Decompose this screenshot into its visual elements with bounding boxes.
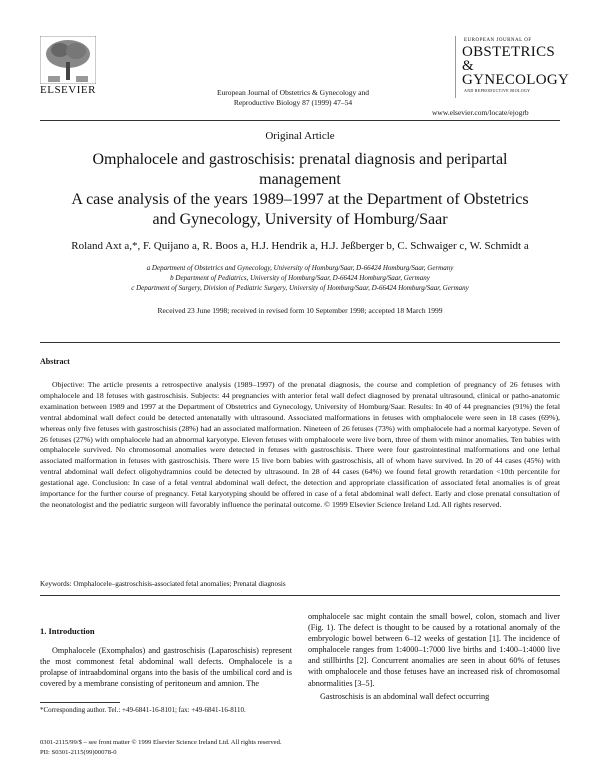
title-line1: Omphalocele and gastroschisis: prenatal diagnosis and peripartal [92, 151, 508, 168]
brand-title-line2: GYNECOLOGY [462, 72, 570, 88]
right-column-paragraph1: omphalocele sac might contain the small bowel, colon, stomach and liver (Fig. 1). The defect is thought to be caused by a rotational anomaly of the embryologic bowel between 6–12 weeks of gestation [1]. The incidence of omphalocele ranges from 1:4000–1:7000 live births and 1:400–1:4000 live and stillbirths [2]. Concurrent anomalies are seen in about 60% of fetuses with omphalocele and those fetuses have an increased risk of chromosomal abnormalities [3–5]. [308, 612, 560, 688]
elsevier-tree-logo [40, 36, 96, 84]
affiliation-b: b Department of Pediatrics, University of Homburg/Saar, D-66424 Homburg/Saar, Germany [170, 274, 430, 282]
brand-title [462, 45, 569, 87]
right-column [308, 611, 560, 702]
issn-line1: 0301-2115/99/$ – see front matter © 1999 Elsevier Science Ireland Ltd. All rights reserved. [40, 739, 282, 746]
journal-ref-line2: Reproductive Biology 87 (1999) 47–54 [233, 98, 353, 107]
journal-reference [178, 88, 408, 108]
affiliation-c: c Department of Surgery, Division of Pediatric Surgery, University of Homburg/Saar, D-66424 Homburg/Saar, Germany [131, 284, 469, 292]
issn-line2: PII: S0301-2115(99)00078-0 [40, 748, 117, 756]
left-column-paragraph: Omphalocele (Exomphalos) and gastroschisis (Laparoschisis) represent the most commonest fetal abdominal wall defects. Omphalocele is a prolapse of intraabdominal organs into the basis of the umbilical cord and is covered by a membrane consisting of peritoneum and amnion. The [40, 646, 292, 689]
keywords-divider [40, 595, 560, 596]
journal-ref-line1: European Journal of Obstetrics & Gynecology and [216, 88, 370, 97]
received-dates: Received 23 June 1998; received in revised form 10 September 1998; accepted 18 March 1999 [157, 306, 443, 315]
section-heading-introduction: 1. Introduction [40, 626, 95, 636]
header-divider [40, 120, 560, 121]
title-line3: A case analysis of the years 1989–1997 at the Department of Obstetrics [71, 191, 529, 208]
brand-tiny-text: AND REPRODUCTIVE BIOLOGY [464, 88, 531, 93]
article-title [50, 150, 550, 230]
abstract-heading: Abstract [40, 357, 70, 366]
journal-brand-logo [455, 36, 570, 98]
title-line2: management [259, 171, 341, 188]
brand-title-line1: OBSTETRICS & [462, 44, 556, 74]
title-line4: and Gynecology, University of Homburg/Saar [152, 211, 448, 228]
author-list: Roland Axt a,*, F. Quijano a, R. Boos a, H.J. Hendrik a, H.J. Jeßberger b, C. Schwaiger c, W. Schmidt a [71, 240, 529, 252]
footnote-divider [40, 702, 120, 703]
issn-copyright [40, 738, 560, 757]
affiliations [60, 263, 540, 293]
article-type: Original Article [265, 130, 335, 142]
abstract-divider [40, 342, 560, 343]
journal-url[interactable]: www.elsevier.com/locate/ejogrb [432, 108, 529, 117]
publisher-name: ELSEVIER [40, 84, 96, 96]
affiliation-a: a Department of Obstetrics and Gynecology, University of Homburg/Saar, D-66424 Homburg/Saar, Germany [146, 264, 454, 272]
abstract-text: Objective: The article presents a retrospective analysis (1989–1997) of the prenatal diagnosis, the course and completion of pregnancy of 26 fetuses with omphalocele and 18 fetuses with gastroschisis. Subjects: 44 pregnancies with anterior fetal wall defect diagnosed by prenatal ultrasound, clinical or patho-anatomic examination between 1989 and 1997 at the Department of Obstetrics and Gynecology, University of Homburg/Saar. Results: In 40 of 44 pregnancies (91%) the fetal ventral abdominal wall defect could be detected antenatally with ultrasound. Associated malformations in fetuses with omphalocele were seen in 18 cases (69%), whereas only five fetuses with gastroschisis (28%) had an associated malformation. Nineteen of 26 fetuses (73%) with omphalocele had a normal karyotype. Seven of 26 fetuses (27%) with omphalocele had an abnormal karyotype. Eleven fetuses with omphalocele were live born, three of them with minor anomalies. Ten babies with omphalocele survived. No chromosomal anomalies were detected in fetuses with gastroschisis. There were four gastrointestinal malformations and one lethal associated malformation in fetuses with gastroschisis. There were 15 live born babies with gastroschisis, all of whom have survived. In 20 of 44 cases (45%) with ventral abdominal wall defect oligohydramnios could be detected by ultrasound. In 28 of 44 cases (64%) we found fetal growth retardation <10th percentile for gestational age. Conclusion: In case of a fetal ventral abdominal wall defect, the detection and appropriate classification of associated fetal anomalies is of great importance for the further course of pregnancy. Fetal karyotyping should be offered in case of a fetal abdominal wall defect. Early and close prenatal consultation of the neonatologist and the pediatric surgeon will favorably influence the perinatal outcome. © 1999 Elsevier Science Ireland Ltd. All rights reserved. [40, 380, 560, 509]
corresponding-author-footnote: *Corresponding author. Tel.: +49-6841-16-8101; fax: +49-6841-16-8110. [40, 706, 246, 714]
right-column-paragraph2: Gastroschisis is an abdominal wall defect occurring [320, 691, 490, 701]
brand-small-text: EUROPEAN JOURNAL OF [464, 38, 532, 43]
keywords: Keywords: Omphalocele–gastroschisis-associated fetal anomalies; Prenatal diagnosis [40, 580, 286, 588]
